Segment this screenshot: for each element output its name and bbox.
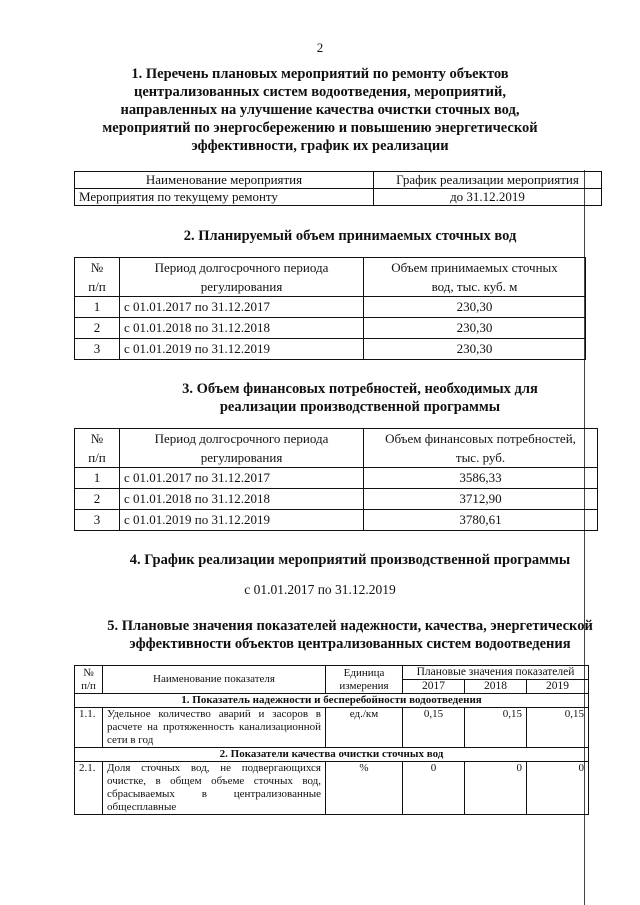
table-cell: 3 (75, 339, 120, 360)
table-cell: 1 (75, 468, 120, 489)
table-row (75, 297, 586, 318)
table-cell: 230,30 (364, 297, 586, 318)
section1-title-line: 1. Перечень плановых мероприятий по ремонту объектов (131, 66, 509, 82)
table-cell: с 01.01.2018 по 31.12.2018 (120, 318, 364, 339)
section1-title (60, 65, 580, 155)
section1-table (74, 171, 602, 206)
table-cell: 0 (465, 762, 527, 815)
table-cell: % (326, 762, 403, 815)
table-header: Объем принимаемых сточных вод, тыс. куб. м (364, 258, 586, 297)
section3-table (74, 428, 598, 531)
section1-title-line: мероприятий по энергосбережению и повышению энергетической (102, 120, 538, 136)
group-title: 2. Показатели качества очистки сточных вод (75, 748, 589, 762)
group-title: 1. Показатель надежности и бесперебойности водоотведения (75, 694, 589, 708)
table-cell: Удельное количество аварий и засоров в расчете на протяженность канализационной сети в год (103, 708, 326, 748)
table-cell: 2 (75, 318, 120, 339)
section5-table (74, 665, 589, 815)
table-row (75, 318, 586, 339)
table-header: 2017 (403, 680, 465, 694)
table-cell: 2 (75, 489, 120, 510)
table-cell: с 01.01.2017 по 31.12.2017 (120, 468, 364, 489)
table-header: Период долгосрочного периода регулирования (120, 258, 364, 297)
table-cell: 230,30 (364, 318, 586, 339)
table-header: Единица измерения (326, 666, 403, 694)
table-header: № п/п (75, 666, 103, 694)
table-row (75, 762, 589, 815)
table-header: График реализации мероприятия (374, 172, 602, 189)
section5-title-line: эффективности объектов централизованных систем водоотведения (129, 636, 571, 652)
table-header: № п/п (75, 429, 120, 468)
table-cell: 3586,33 (364, 468, 598, 489)
table-header: Плановые значения показателей (403, 666, 589, 680)
table-cell: 0 (527, 762, 589, 815)
table-cell: 0,15 (403, 708, 465, 748)
section4-period: с 01.01.2017 по 31.12.2019 (244, 582, 396, 597)
table-cell: до 31.12.2019 (374, 189, 602, 206)
table-header: 2018 (465, 680, 527, 694)
table-cell: 1 (75, 297, 120, 318)
table-header: Наименование мероприятия (75, 172, 374, 189)
table-row (75, 510, 598, 531)
table-cell: с 01.01.2017 по 31.12.2017 (120, 297, 364, 318)
table-header: № п/п (75, 258, 120, 297)
table-row (75, 468, 598, 489)
page-number: 2 (316, 40, 324, 55)
table-cell: Доля сточных вод, не подвергающихся очистке, в общем объеме сточных вод, сбрасываемых в централизованные общесплавные (103, 762, 326, 815)
table-cell: с 01.01.2019 по 31.12.2019 (120, 510, 364, 531)
table-cell: 1.1. (75, 708, 103, 748)
section1-title-line: централизованных систем водоотведения, мероприятий, (134, 84, 506, 100)
table-row (75, 489, 598, 510)
section5-title-line: 5. Плановые значения показателей надежности, качества, энергетической (107, 618, 593, 634)
section4-title: 4. График реализации мероприятий производственной программы (129, 552, 571, 568)
table-header: 2019 (527, 680, 589, 694)
table-cell: с 01.01.2019 по 31.12.2019 (120, 339, 364, 360)
table-cell: 2.1. (75, 762, 103, 815)
section2-table (74, 257, 586, 360)
section3-title-line: 3. Объем финансовых потребностей, необходимых для (182, 381, 538, 397)
table-cell: Мероприятия по текущему ремонту (75, 189, 374, 206)
table-row (75, 708, 589, 748)
table-header: Наименование показателя (103, 666, 326, 694)
section3-title-line: реализации производственной программы (219, 399, 501, 415)
table-header: Объем финансовых потребностей, тыс. руб. (364, 429, 598, 468)
table-row (75, 339, 586, 360)
table-header: Период долгосрочного периода регулирования (120, 429, 364, 468)
table-cell: 0,15 (465, 708, 527, 748)
section5-title (60, 617, 640, 653)
section1-title-line: эффективности, график их реализации (191, 138, 449, 154)
table-cell: 0 (403, 762, 465, 815)
section2-title: 2. Планируемый объем принимаемых сточных вод (183, 228, 517, 244)
section1-title-line: направленных на улучшение качества очистки сточных вод, (120, 102, 520, 118)
table-cell: 230,30 (364, 339, 586, 360)
table-cell: ед./км (326, 708, 403, 748)
section3-title (60, 380, 640, 416)
table-cell: 3 (75, 510, 120, 531)
table-cell: 0,15 (527, 708, 589, 748)
table-cell: 3712,90 (364, 489, 598, 510)
table-cell: 3780,61 (364, 510, 598, 531)
table-cell: с 01.01.2018 по 31.12.2018 (120, 489, 364, 510)
